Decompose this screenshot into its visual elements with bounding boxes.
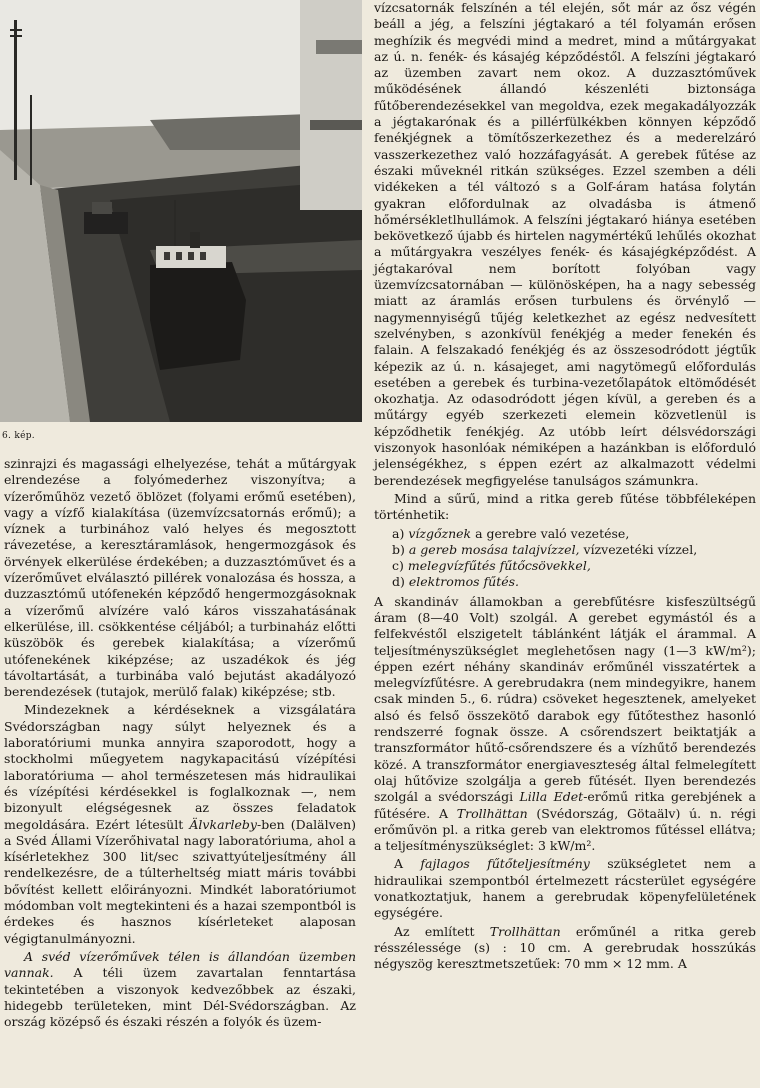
place-name: Trollhättan (456, 805, 528, 821)
list-marker: c) (392, 558, 404, 574)
right-column (374, 0, 756, 975)
list-item (392, 558, 756, 574)
paragraph: Mind a sűrű, mind a ritka gereb fűtése többféleképen történhetik: (374, 490, 756, 523)
paragraph (4, 702, 356, 946)
list-item (392, 574, 756, 590)
text-run: -erőmű ritka gerebjének a fűtésére. A (374, 789, 756, 821)
paragraph (374, 594, 756, 855)
list-term: a gereb mosása talajvízzel, (408, 541, 580, 557)
list-term: vízgőznek (408, 525, 472, 541)
place-name: Trollhättan (489, 923, 561, 939)
emphasis-lead: A svéd vízerőművek télen is állandóan üzemben vannak. (4, 948, 356, 981)
text-run: Mindezeknek a kérdéseknek a vizsgálatára Svédországban nagy súlyt helyeznek és a laboratóriumi munka annyira szaporodott, hogy a stockholmi műegyetem nagykapacitású vízépítési laboratóriuma — ahol természetesen más hidraulikai és vízépítési kérdésekkel is foglalkoznak —, nem bizonyult elégségesnek az összes feladatok megoldására. Ezért létesült (4, 702, 356, 832)
list-marker: d) (392, 574, 405, 590)
text-run: Az említett (394, 923, 490, 939)
list-item (392, 542, 756, 558)
place-name: Älvkarleby (189, 816, 257, 832)
list-item (392, 526, 756, 542)
paragraph (374, 856, 756, 921)
text-run: A téli üzem zavartalan fenntartása tekintetében a viszonyok kedvezőbbek az északi, hidegebb területeken, mint Dél-Svédországban. Az ország középső és északi részén a folyók és üzem- (4, 965, 356, 1030)
list-term: elektromos fűtés. (408, 574, 520, 590)
canal-ship-photo (0, 0, 362, 422)
text-run: (Svédország, Götaälv) ú. n. régi erőművön pl. a ritka gereb van elektromos fűtéssel ellátva; a teljesítményszükséglet: 3 kW/m². (374, 805, 757, 854)
heating-methods-list (374, 526, 756, 591)
text-run: A (394, 856, 421, 872)
paragraph: szinrajzi és magassági elhelyezése, tehát a műtárgyak elrendezése a folyómederhez viszonyítva; a vízerőműhöz vezető öblözet (folyami erőmű esetében), vagy a vízfő kialakítása (üzemvízcsatornás erőmű); a víznek a turbinához való helyes és megosztott rávezetése, a keresztáramlások, hengermozgások és örvények elkerülése érdekében; a duzzasztóművet és a vízerőművet elválasztó pillérek vonalozása és hossza, a duzzasztómű utófenekén képződő hengermozgásoknak a vízerőmű alvízére való káros visszahatásának elkerülése, ill. csökkentése céljából; a turbinaház előtti küszöbök és gerebek kialakítása; a vízerőmű utófenekének kiképzése; az uszadékok és jég távoltartását, a turbinába való bejutást akadályozó berendezések (tutajok, merülő falak) kiképzése; stb. (4, 456, 356, 700)
list-rest: a gerebre való vezetése, (471, 525, 630, 541)
photo-illustration (0, 0, 362, 422)
paragraph (4, 949, 356, 1030)
paragraph (374, 924, 756, 973)
list-marker: b) (392, 541, 405, 557)
left-column (4, 456, 356, 1032)
list-marker: a) (392, 525, 405, 541)
paragraph: vízcsatornák felszínén a tél elején, sőt már az ősz végén beáll a jég, a felszíni jégtakaró a tél folyamán erősen meghízik és megvédi mind a medret, mind a műtárgyakat az ú. n. fenék- és kásajég képződéstől. A felszíni jégtakaró az üzemben zavart nem okoz. A duzzasztóművek működésének állandó készenléti biztonsága fűtőberendezésekkel van megoldva, ezek megakadályozzák a jégtakarónak és a pillérfülkékben könnyen képződő fenékjégnek a tömítőszerkezethez és a mederelzáró vasszerkezethez való hozzáfagyását. A gerebek fűtése az északi műveknél ritkán szükséges. Ezzel szemben a déli vidékeken a tél változó s a Golf-áram hatása folytán gyakran előfordulnak az olvadásba is átmenő hőmérsékletlhullámok. A felszíni jégtakaró hiánya esetében bekövetkező újabb és hirtelen nagymértékű lehűlés okozhat a műtárgyakra veszélyes fenék- és kásajégképződést. A jégtakaróval nem borított folyóban vagy üzemvízcsatornában — különösképen, ha a nagy sebesség miatt az áramlás erősen turbulens és örvénylő — nagymennyiségű tűjég keletkezhet az egész nedvesített szelvényben, s azonkívül fenékjég a meder fenekén és falain. A felszakadó fenékjég és az összesodródott jégtűk képezik az ú. n. kásajeget, ami nagytömegű előfordulás esetében a gerebek és turbina-vezetőlapátok eltömődését okozhatja. Az odasodródott jégen kívül, a gereben és a műtárgy egyéb szerkezeti elemein közvetlenül is képződhetik fenékjég. Az utóbb leírt délsvédországi viszonyok hasonlóak némiképen a hazánkban is előforduló jelenségékhez, s éppen ezért az alkalmazott védelmi berendezések megfigyelése tanulságos számunkra. (374, 0, 756, 488)
emphasis-term: fajlagos fűtőteljesítmény (420, 856, 590, 872)
text-run: A skandináv államokban a gerebfűtésre kisfeszültségű áram (8—40 Volt) szolgál. A gerebet egymástól és a felfekvéstől elszigetelt táblánként látják el árammal. A teljesítményszükséglet meglehetősen nagy (1—3 kW/m²); éppen ezért néhány skandináv erőműnél visszatértek a melegvízfűtésre. A gerebrudakra (nem mindegyikre, hanem csak minden 5., 6. rúdra) csöveket hegesztenek, amelyeket alsó és felső összekötő darabok egy fűtőtesthez hasonló rendszerré fognak össze. A csőrendszert beiktatják a transzformátor hűtő-csőrendszere és a vízhűtő berendezés közé. A transzformátor energiaveszteség által felmelegített olaj hűtővize szolgálja a gereb fűtését. Ilyen berendezés szolgál a svédországi (374, 593, 756, 805)
list-term: melegvízfűtés fűtőcsövekkel, (407, 558, 591, 574)
text-run: erőműnél a ritka gereb résszélessége (s) : 10 cm. A gerebrudak hosszúkás négyszög keresztmetszetűek: 70 mm × 12 mm. A (374, 923, 757, 972)
place-name: Lilla Edet (519, 789, 584, 805)
list-rest: vízvezetéki vízzel, (579, 541, 698, 557)
text-run: -ben (Dalälven) a Svéd Állami Vízerőhivatal nagy laboratóriuma, ahol a kísérletekhez 300 lit/sec szivattyúteljesítmény áll rendelkezésre, de a túlterheltség miatt máris további bővítést kellett előirányozni. Mindkét laboratóriumot módomban volt megtekinteni és a hazai szempontból is érdekes és hasznos kísérleteket alaposan végigtanulmányozni. (4, 816, 356, 946)
figure-caption: 6. kép. (2, 431, 35, 441)
text-run: szükségletet nem a hidraulikai szempontból értelmezett rácsterület egységére vonatkoztatjuk, hanem a gerebrudak köpenyfelületének egységére. (374, 856, 756, 921)
